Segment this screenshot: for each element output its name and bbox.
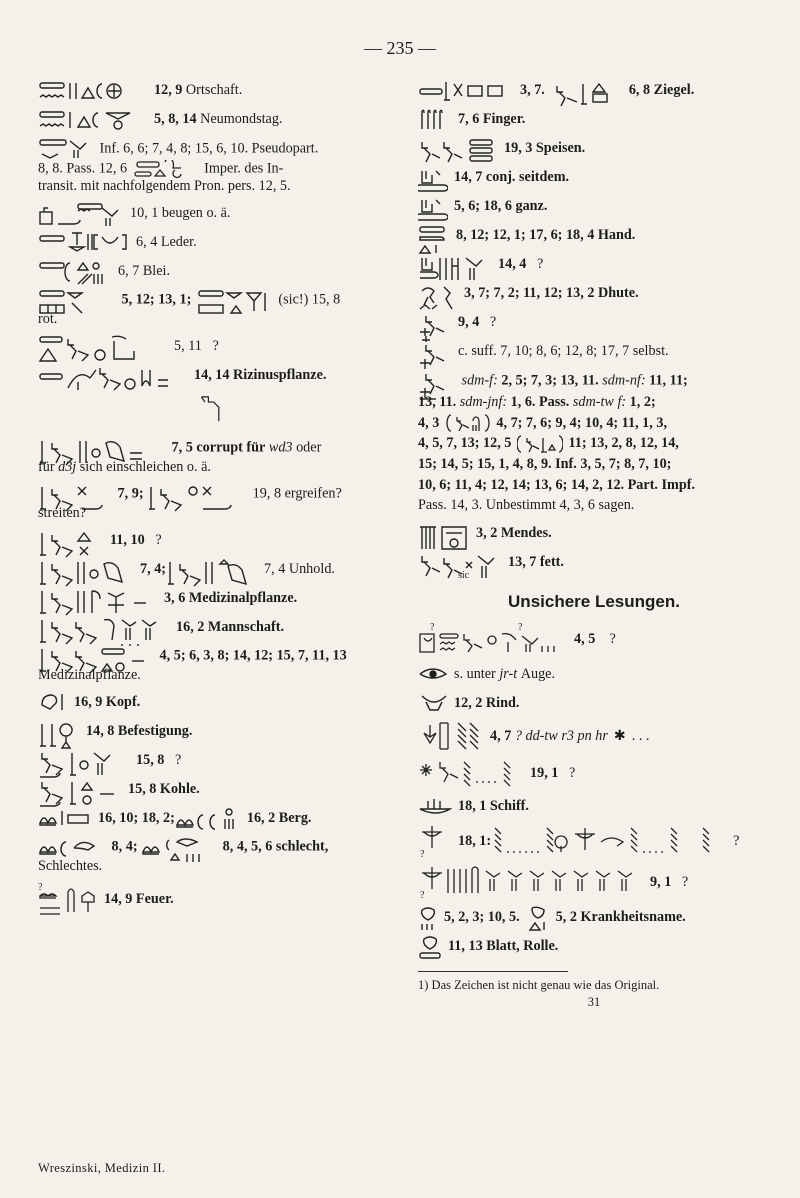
reference: 2, 5; 7, 3; 13, 11.: [501, 372, 599, 389]
reference: (sic!) 15, 8: [278, 291, 341, 308]
transliteration: d3j: [58, 459, 77, 476]
reference: 8, 8. Pass. 12, 6: [38, 160, 128, 177]
reference: 5, 2, 3; 10, 5.: [444, 908, 520, 925]
entry-selbst: [418, 341, 770, 363]
hieroglyph-group: [418, 254, 492, 276]
entry-berg: [38, 807, 384, 829]
footnote-rule: [418, 971, 568, 972]
hieroglyph-group: [418, 622, 568, 656]
boat-icon: [418, 795, 452, 817]
meaning: sich einschleichen o. ä.: [79, 459, 211, 476]
hieroglyph-group: [418, 80, 514, 102]
text: für: [38, 459, 55, 476]
entry-neumondstag: [38, 109, 384, 131]
entry-sagen: [418, 370, 770, 516]
hieroglyph-group: [418, 109, 452, 131]
reference: 11, 11;: [649, 372, 688, 389]
reference: 5, 2 Krankheitsname.: [555, 908, 686, 925]
hieroglyph-group: [418, 824, 452, 858]
entry-unhold: [38, 558, 384, 580]
hieroglyph-group: [38, 836, 102, 858]
continuation: Medizinalpflanze.: [38, 667, 141, 684]
hieroglyph-group: [175, 807, 241, 829]
footnote: 1) Das Zeichen ist nicht genau wie das Original.: [418, 978, 660, 993]
reference: 8, 12; 12, 1; 17, 6; 18, 4 Hand.: [456, 227, 636, 244]
query-mark-small: ?: [518, 622, 523, 634]
hieroglyph-group: [418, 312, 452, 334]
hieroglyph-group: [131, 160, 195, 178]
hieroglyph-group: [418, 370, 452, 392]
continuation: 10, 6; 11, 4; 12, 14; 13, 6; 14, 2, 12. Part. Impf.: [418, 476, 696, 493]
cartouche-glyph: [445, 413, 491, 433]
entry-unknown-14-4: [418, 254, 770, 276]
reference: 1, 2;: [629, 394, 656, 410]
hieroglyph-group: [418, 138, 498, 160]
hieroglyph-group: [195, 289, 269, 311]
query-mark: ?: [681, 873, 689, 890]
reference: 19, 3 Speisen.: [504, 140, 586, 157]
entry-unknown-19-1: [418, 758, 770, 788]
reference: 5, 6; 18, 6 ganz.: [454, 198, 548, 215]
page-number: — 235 —: [364, 38, 436, 58]
entry-unknown-11-10: [38, 529, 384, 551]
reference: 14, 4: [498, 256, 527, 273]
entry-hand: [418, 225, 770, 247]
entry-ganz: [418, 196, 770, 218]
reference: 14, 8 Befestigung.: [86, 722, 193, 739]
entry-beugen: [38, 202, 384, 224]
reference: 4, 7; 7, 6; 9, 4; 10, 4; 11, 1, 3,: [496, 414, 668, 431]
reference: 16, 9 Kopf.: [74, 693, 141, 710]
reference: 5, 8, 14: [154, 111, 197, 128]
hieroglyph-group: [418, 196, 448, 218]
entry-unknown-9-4: [418, 312, 770, 334]
reference: 12, 9: [154, 82, 183, 99]
hieroglyph-group: [418, 935, 442, 957]
meaning: Pseudopart.: [251, 140, 319, 157]
hieroglyph-group: [38, 109, 148, 131]
text: s. unter: [454, 665, 496, 682]
reference: 16, 2 Berg.: [246, 809, 312, 826]
meaning: Neumondstag.: [200, 111, 283, 128]
query-mark: ?: [569, 764, 576, 781]
right-column: [418, 80, 770, 1010]
entry-uncertain-4-5: [418, 622, 770, 656]
query-mark-small: ?: [38, 882, 43, 894]
star-icon: ✱: [613, 727, 626, 744]
reference: 3, 6 Medizinalpflanze.: [164, 589, 298, 606]
hieroglyph-group: [38, 882, 98, 916]
continuation: [418, 433, 770, 454]
query-mark-small: ?: [420, 890, 425, 900]
left-column: [38, 80, 384, 923]
reference: 4, 5, 7, 13; 12, 5: [418, 435, 512, 452]
continuation: 15; 14, 5; 15, 1, 4, 8, 9. Inf. 3, 5, 7; 8, 7, 10;: [418, 456, 672, 473]
hieroglyph-group: [38, 616, 170, 638]
reference: 11; 13, 2, 8, 12, 14,: [568, 435, 679, 452]
transliteration: wd3: [268, 439, 293, 456]
reference: 18, 1:: [458, 832, 492, 849]
hieroglyph-group: [418, 167, 448, 189]
hieroglyph-group: [38, 289, 112, 311]
entry-ziegel: [418, 80, 770, 102]
reference: 16, 10; 18, 2;: [98, 809, 175, 826]
hieroglyph-group: [418, 523, 470, 545]
entry-uncertain-18-1: [418, 824, 770, 858]
entry-blatt: [418, 935, 770, 957]
reference: 7, 9;: [117, 485, 144, 502]
entry-dhute: [418, 283, 770, 305]
entry-corrupt: [38, 437, 384, 476]
reference: 9, 1: [650, 873, 672, 890]
section-heading: Unsichere Lesungen.: [508, 591, 680, 611]
meaning: Ortschaft.: [185, 82, 243, 99]
entry-schiff: [418, 795, 770, 817]
hieroglyph-group: [38, 80, 148, 102]
entry-mendes: [418, 523, 770, 545]
ellipsis: . . .: [631, 727, 650, 744]
reference: 9, 4: [458, 314, 480, 331]
query-mark: ?: [733, 832, 740, 849]
entry-rizinuspflanze: [38, 364, 384, 386]
reference: 8, 4, 5, 6 schlecht,: [222, 838, 329, 855]
hieroglyph-group: [38, 778, 122, 800]
hieroglyph-group: [418, 341, 452, 363]
entry-mannschaft: [38, 616, 384, 638]
entry-auge: [418, 663, 770, 685]
hieroglyph-group: [38, 529, 104, 551]
hieroglyph-group: [553, 80, 623, 102]
hieroglyph-group: [418, 758, 524, 788]
hieroglyph-group: [38, 720, 80, 742]
reference: 6, 8 Ziegel.: [628, 82, 695, 99]
entry-rot: [38, 289, 384, 328]
cartouche-glyph: [517, 434, 563, 454]
reference: 6, 4 Leder.: [136, 233, 197, 250]
reference: 7, 4 Unhold.: [264, 560, 335, 577]
hieroglyph-group: [38, 558, 134, 580]
hieroglyph-group: [418, 721, 484, 751]
reference: 3, 7; 7, 2; 11, 12; 13, 2 Dhute.: [464, 285, 639, 302]
hieroglyph-group: [526, 906, 550, 928]
reference: 4, 3: [418, 414, 440, 431]
hieroglyph-group: [147, 483, 243, 505]
hieroglyph-group: [38, 807, 92, 829]
owl-hieroglyph-icon: [198, 393, 224, 425]
reference: 19, 1: [530, 764, 559, 781]
entry-feuer: [38, 882, 384, 916]
reference: 5, 12; 13, 1;: [121, 291, 192, 308]
query-mark: ?: [212, 337, 219, 354]
reference: 14, 7 conj. seitdem.: [454, 169, 570, 186]
entry-befestigung: [38, 720, 384, 742]
reference: 16, 2 Mannschaft.: [176, 618, 284, 635]
continuation: [38, 459, 384, 476]
reference: 11, 13 Blatt, Rolle.: [448, 937, 559, 954]
continuation: streiten?: [38, 505, 87, 522]
hieroglyph-group: [491, 826, 727, 856]
query-mark: ?: [155, 531, 162, 548]
continuation: [418, 392, 770, 413]
form-label: sdm-f:: [461, 372, 498, 389]
hieroglyph-group: [38, 587, 158, 609]
reference: 8, 4;: [111, 838, 138, 855]
entry-ortschaft: [38, 80, 384, 102]
hieroglyph-group: [38, 138, 90, 160]
reference: 3, 7.: [520, 82, 545, 99]
entry-unknown-5-11: [38, 335, 384, 357]
entry-speisen: [418, 138, 770, 160]
hieroglyph-group: [38, 645, 150, 667]
entry-dd-tw: [418, 721, 770, 751]
query-mark-small: ?: [420, 849, 425, 859]
hieroglyph-group: [418, 906, 438, 928]
entry-pseudopart: [38, 138, 384, 195]
continuation: Schlechtes.: [38, 858, 103, 875]
reference: 15, 8 Kohle.: [128, 780, 200, 797]
hieroglyph-group: [38, 483, 108, 505]
query-mark: ?: [537, 256, 544, 273]
hieroglyph-group: [418, 283, 458, 305]
entry-kohle: [38, 778, 384, 800]
form-label: sdm-tw f:: [572, 394, 627, 410]
entry-schlecht: [38, 836, 384, 875]
reference: 7, 5 corrupt für: [171, 439, 266, 456]
hieroglyph-group: [38, 202, 124, 224]
entry-medizinalpflanze-a: [38, 587, 384, 609]
query-mark: ?: [175, 751, 182, 768]
reference: 13, 11.: [418, 394, 457, 410]
footer-signature: Wreszinski, Medizin II.: [38, 1161, 166, 1175]
sic-note: sic: [458, 569, 470, 581]
reference: 3, 2 Mendes.: [476, 525, 552, 542]
reference: 18, 1 Schiff.: [458, 797, 529, 814]
hieroglyph-group: [38, 260, 112, 282]
entry-uncertain-9-1: [418, 865, 770, 899]
hieroglyph-group: [166, 558, 258, 580]
reference: 12, 2 Rind.: [454, 694, 520, 711]
entry-medizinalpflanze-b: [38, 645, 384, 684]
entry-unknown-15-8: [38, 749, 384, 771]
reference: 4, 7: [490, 727, 512, 744]
reference: 6, 7 Blei.: [118, 262, 171, 279]
reference: 11, 10: [110, 531, 145, 548]
continuation: rot.: [38, 311, 58, 328]
continuation: [38, 160, 384, 178]
hieroglyph-group: [418, 225, 450, 247]
eye-icon: [418, 663, 448, 685]
continuation: Pass. 14, 3. Unbestimmt 4, 3, 6 sagen.: [418, 497, 635, 514]
continuation: [418, 413, 770, 434]
hieroglyph-group: [38, 364, 188, 386]
ox-head-icon: [418, 692, 448, 714]
query-mark: ?: [489, 314, 497, 331]
form-label: sdm-nf:: [602, 372, 646, 389]
reference: 5, 11: [174, 337, 202, 354]
hieroglyph-group: [418, 865, 644, 899]
entry-seitdem: [418, 167, 770, 189]
hieroglyph-group: [141, 836, 213, 858]
continuation: transit. mit nachfolgendem Pron. pers. 12, 5.: [38, 178, 291, 194]
reference: 10, 1 beugen o. ä.: [130, 204, 231, 221]
entry-ergreifen: [38, 483, 384, 522]
form-label: sdm-jnf:: [459, 394, 508, 410]
sheet-number: 31: [587, 995, 601, 1010]
reference: 7, 6 Finger.: [458, 111, 526, 128]
meaning: Imper. des In-: [204, 160, 284, 177]
meaning: Auge.: [520, 665, 556, 682]
entry-leder: [38, 231, 384, 253]
query-mark: ?: [609, 630, 616, 647]
entry-rind: [418, 692, 770, 714]
reference: 1, 6. Pass.: [510, 394, 570, 410]
reference: 14, 9 Feuer.: [104, 890, 174, 907]
reference: c. suff. 7, 10; 8, 6; 12, 8; 17, 7 selbst.: [458, 343, 669, 360]
reference: 19, 8 ergreifen?: [252, 485, 342, 502]
reference: 14, 14 Rizinuspflanze.: [194, 366, 327, 383]
meaning: oder: [296, 439, 322, 456]
entry-krankheitsname: [418, 906, 770, 928]
hieroglyph-group: [38, 335, 168, 357]
reference: 4, 5: [574, 630, 596, 647]
hieroglyph-group: [38, 437, 162, 459]
hieroglyph-group: [38, 749, 130, 771]
transliteration: jr-t: [499, 665, 518, 682]
hieroglyph-group: [38, 231, 130, 253]
reference: 13, 7 fett.: [508, 554, 564, 571]
transliteration: ? dd-tw r3 pn hr: [514, 727, 608, 744]
reference: 4, 5; 6, 3, 8; 14, 12; 15, 7, 11, 13: [159, 647, 347, 664]
entry-kopf: [38, 691, 384, 713]
section-glyph: [38, 393, 384, 425]
hieroglyph-group: [38, 691, 68, 713]
reference: 7, 4;: [140, 560, 167, 577]
entry-blei: [38, 260, 384, 282]
query-mark-small: ?: [430, 622, 435, 634]
entry-finger: [418, 109, 770, 131]
reference: 15, 8: [136, 751, 165, 768]
reference: Inf. 6, 6; 7, 4, 8; 15, 6, 10.: [99, 140, 249, 157]
